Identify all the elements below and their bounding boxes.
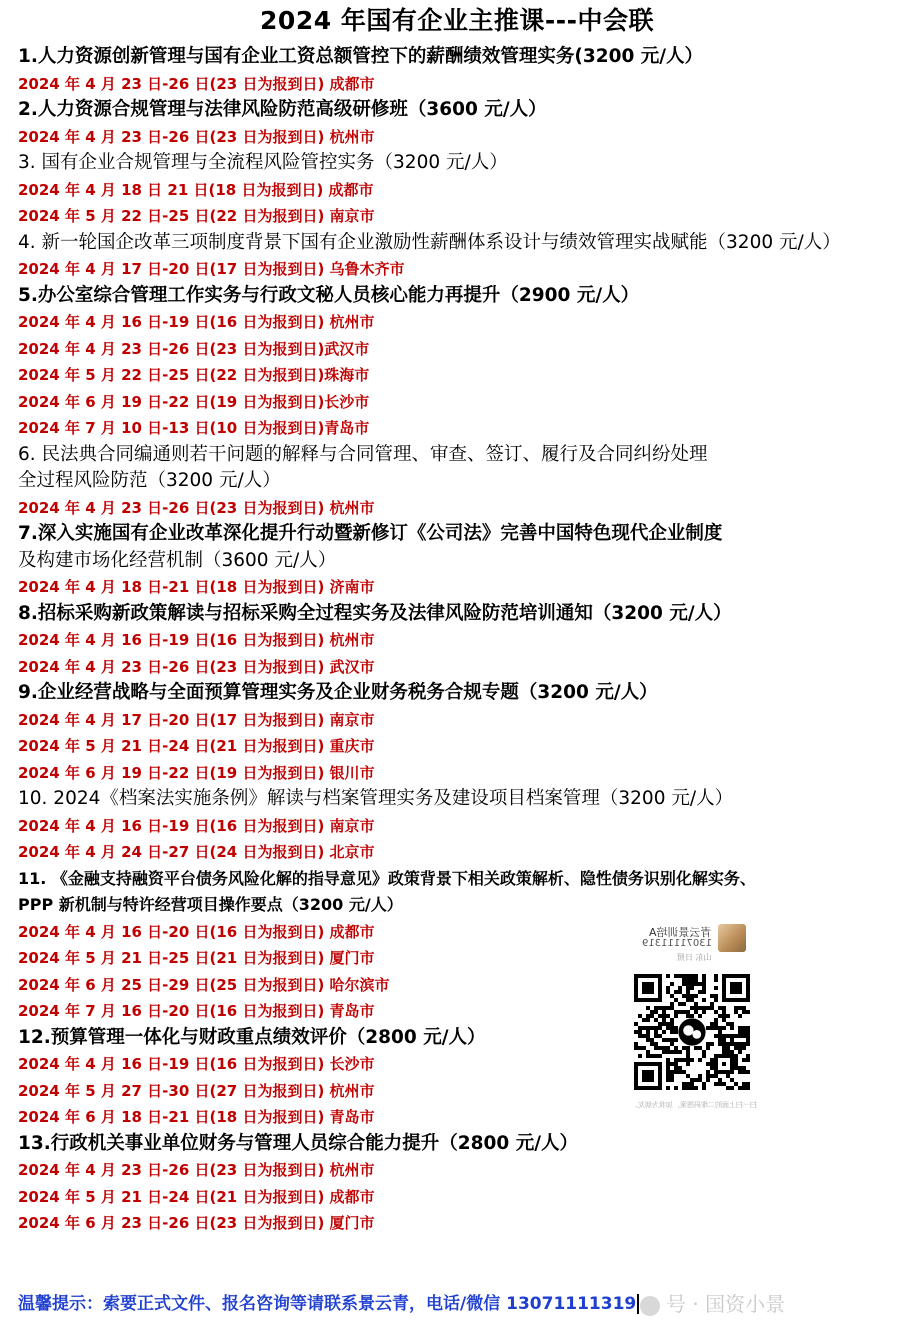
session-line: 2024 年 4 月 23 日-26 日(23 日为报到日) 武汉市 [18, 657, 375, 676]
session-line: 2024 年 5 月 21 日-24 日(21 日为报到日) 成都市 [18, 1187, 375, 1206]
course-title: 12.预算管理一体化与财政重点绩效评价（2800 元/人） [18, 1026, 486, 1048]
session-line: 2024 年 4 月 18 日-21 日(18 日为报到日) 济南市 [18, 578, 375, 596]
course-title: 全过程风险防范（3200 元/人） [18, 470, 281, 491]
session-line: 2024 年 5 月 27 日-30 日(27 日为报到日) 杭州市 [18, 1081, 375, 1100]
qr-code-icon [634, 974, 750, 1090]
session-line: 2024 年 4 月 16 日-20 日(16 日为报到日) 成都市 [18, 922, 375, 941]
session-line: 2024 年 6 月 19 日-22 日(19 日为报到日)长沙市 [18, 392, 370, 411]
watermark-text: 号 · 国资小景 [666, 1292, 786, 1316]
session-line: 2024 年 4 月 23 日-26 日(23 日为报到日) 杭州市 [18, 127, 375, 146]
watermark [640, 1290, 785, 1318]
course-title: 11. 《金融支持融资平台债务风险化解的指导意见》政策背景下相关政策解析、隐性债务识别化解实务、 [18, 868, 756, 888]
session-line: 2024 年 6 月 19 日-22 日(19 日为报到日) 银川市 [18, 763, 375, 782]
course-title: 6. 民法典合同编通则若干问题的解释与合同管理、审查、签订、履行及合同纠纷处理 [18, 443, 708, 465]
session-line: 2024 年 7 月 16 日-20 日(16 日为报到日) 青岛市 [18, 1002, 375, 1020]
course-list [18, 44, 914, 1237]
page-title: 2024 年国有企业主推课---中会联 [260, 6, 654, 35]
wechat-qr-card [630, 922, 758, 1118]
qr-contact-id: 13071111319 [642, 938, 712, 949]
course-title: 4. 新一轮国企改革三项制度背景下国有企业激励性薪酬体系设计与绩效管理实战赋能（3200 元/人） [18, 231, 841, 253]
course-title: 13.行政机关事业单位财务与管理人员综合能力提升（2800 元/人） [18, 1132, 578, 1154]
qr-contact-name: 青云景训培A [649, 926, 712, 939]
session-line: 2024 年 4 月 23 日-26 日(23 日为报到日) 杭州市 [18, 498, 375, 517]
course-title: 5.办公室综合管理工作实务与行政文秘人员核心能力再提升（2900 元/人） [18, 284, 640, 306]
qr-card-caption: 扫一扫上面的二维码图案，加我为朋友。 [631, 1101, 757, 1109]
course-title: 7.深入实施国有企业改革深化提升行动暨新修订《公司法》完善中国特色现代企业制度 [18, 523, 723, 544]
session-line: 2024 年 4 月 16 日-19 日(16 日为报到日) 杭州市 [18, 313, 375, 331]
qr-card-header [630, 922, 758, 970]
course-title: 1.人力资源创新管理与国有企业工资总额管控下的薪酬绩效管理实务(3200 元/人） [18, 46, 704, 67]
course-title: PPP 新机制与特许经营项目操作要点（3200 元/人） [18, 895, 403, 914]
session-line: 2024 年 4 月 17 日-20 日(17 日为报到日) 乌鲁木齐市 [18, 260, 405, 278]
avatar [718, 924, 746, 952]
session-line: 2024 年 7 月 10 日-13 日(10 日为报到日)青岛市 [18, 419, 370, 437]
course-title: 及构建市场化经营机制（3600 元/人） [18, 549, 337, 571]
qr-contact-location: 山东 日照 [677, 953, 712, 962]
session-line: 2024 年 4 月 23 日-26 日(23 日为报到日)武汉市 [18, 339, 370, 358]
session-line: 2024 年 4 月 18 日 21 日(18 日为报到日) 成都市 [18, 180, 374, 199]
contact-notice [18, 1290, 639, 1318]
session-line: 2024 年 5 月 22 日-25 日(22 日为报到日) 南京市 [18, 207, 375, 225]
session-line: 2024 年 4 月 16 日-19 日(16 日为报到日) 南京市 [18, 816, 375, 835]
session-line: 2024 年 4 月 23 日-26 日(23 日为报到日) 杭州市 [18, 1161, 375, 1179]
session-line: 2024 年 5 月 21 日-24 日(21 日为报到日) 重庆市 [18, 737, 375, 755]
session-line: 2024 年 6 月 18 日-21 日(18 日为报到日) 青岛市 [18, 1108, 375, 1126]
course-title: 3. 国有企业合规管理与全流程风险管控实务（3200 元/人） [18, 152, 508, 173]
session-line: 2024 年 4 月 16 日-19 日(16 日为报到日) 杭州市 [18, 631, 375, 649]
session-line: 2024 年 4 月 17 日-20 日(17 日为报到日) 南京市 [18, 710, 375, 729]
course-title: 2.人力资源合规管理与法律风险防范高级研修班（3600 元/人） [18, 99, 547, 120]
session-line: 2024 年 4 月 23 日-26 日(23 日为报到日) 成都市 [18, 74, 375, 93]
course-title: 10. 2024《档案法实施条例》解读与档案管理实务及建设项目档案管理（3200 元/人） [18, 788, 734, 809]
session-line: 2024 年 6 月 23 日-26 日(23 日为报到日) 厦门市 [18, 1214, 375, 1232]
text-cursor [637, 1294, 639, 1314]
course-title: 8.招标采购新政策解读与招标采购全过程实务及法律风险防范培训通知（3200 元/人） [18, 602, 732, 624]
session-line: 2024 年 6 月 25 日-29 日(25 日为报到日) 哈尔滨市 [18, 975, 390, 994]
session-line: 2024 年 5 月 22 日-25 日(22 日为报到日)珠海市 [18, 366, 370, 384]
wechat-logo-icon [640, 1296, 660, 1316]
contact-notice-text: 温馨提示：索要正式文件、报名咨询等请联系景云青，电话/微信 13071111319 [18, 1294, 637, 1314]
session-line: 2024 年 5 月 21 日-25 日(21 日为报到日) 厦门市 [18, 949, 375, 967]
course-title: 9.企业经营战略与全面预算管理实务及企业财务税务合规专题（3200 元/人） [18, 682, 658, 703]
session-line: 2024 年 4 月 16 日-19 日(16 日为报到日) 长沙市 [18, 1055, 375, 1073]
session-line: 2024 年 4 月 24 日-27 日(24 日为报到日) 北京市 [18, 843, 375, 861]
